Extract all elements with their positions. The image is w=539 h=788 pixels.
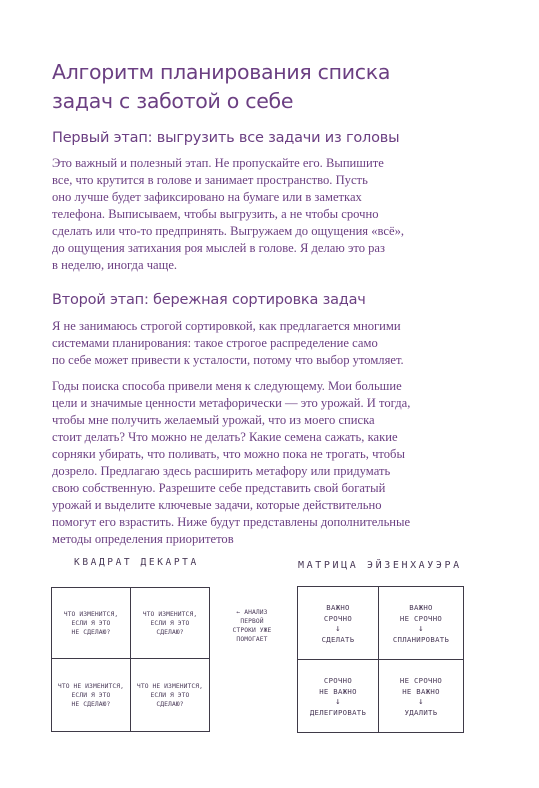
eisenhower-cell-do [297,586,379,660]
cell-text: НЕ СРОЧНО [399,675,443,685]
page-title-line-1: Алгоритм планирования списка [52,60,391,84]
cell-text: ЧТО ИЗМЕНИТСЯ, [142,610,198,618]
text-line: урожай и выделите ключевые задачи, которые действительно [52,498,382,512]
arrow-down-icon: ↓ [335,623,341,634]
cell-text: СДЕЛАЮ? [156,628,184,636]
cell-text: СДЕЛАЮ? [156,700,184,708]
text-line: Я не занимаюсь строгой сортировкой, как предлагается многими [52,319,401,333]
stage2-paragraph-1 [52,318,497,369]
text-line: сорняки убирать, что поливать, что можно пока не трогать, чтобы [52,447,405,461]
cell-text: СРОЧНО [323,675,353,685]
text-line: Годы поиска способа привели меня к следующему. Мои большие [52,379,402,393]
text-line: методы определения приоритетов [52,532,234,546]
note-text: СТРОКИ УЖЕ [232,627,272,634]
cell-text: ЕСЛИ Я ЭТО [150,619,190,627]
cell-text: ЧТО ИЗМЕНИТСЯ, [63,610,119,618]
cell-text: НЕ ВАЖНО [319,686,357,696]
note-text: ПОМОГАЕТ [236,636,268,643]
text-line: дозрело. Предлагаю здесь расширить метафору или придумать [52,464,391,478]
text-line: до ощущения затихания роя мыслей в голове. Я делаю это раз [52,241,385,255]
eisenhower-matrix-title: МАТРИЦА ЭЙЗЕНХАУЭРА [298,560,462,571]
cell-text: ВАЖНО [409,602,433,612]
stage1-paragraph [52,155,497,274]
descartes-cell [51,587,131,659]
eisenhower-cell-delete [378,659,464,733]
eisenhower-cell-delegate [297,659,379,733]
cell-text: ЧТО НЕ ИЗМЕНИТСЯ, [136,682,204,690]
descartes-cell [130,587,210,659]
note-text: ← АНАЛИЗ [236,609,268,616]
text-line: чтобы мне получить желаемый урожай, что из моего списка [52,413,375,427]
cell-action: СДЕЛАТЬ [321,634,355,644]
descartes-note [222,608,282,644]
cell-text: ВАЖНО [326,602,350,612]
descartes-cell [130,658,210,732]
text-line: помогут его взрастить. Ниже будут представлены дополнительные [52,515,411,529]
cell-text: ЕСЛИ Я ЭТО [71,691,111,699]
cell-action: СПЛАНИРОВАТЬ [392,634,450,644]
text-line: по себе может привести к усталости, потому что выбор утомляет. [52,353,404,367]
cell-text: НЕ СДЕЛАЮ? [71,628,111,636]
eisenhower-cell-plan [378,586,464,660]
arrow-down-icon: ↓ [418,623,424,634]
text-line: телефона. Выписываем, чтобы выгрузить, а не чтобы срочно [52,207,379,221]
cell-text: НЕ СРОЧНО [399,613,443,623]
cell-text: СРОЧНО [323,613,353,623]
cell-text: НЕ СДЕЛАЮ? [71,700,111,708]
descartes-cell [51,658,131,732]
text-line: системами планирования: такое строгое распределение само [52,336,378,350]
cell-action: УДАЛИТЬ [404,707,438,717]
note-text: ПЕРВОЙ [240,618,264,625]
arrow-down-icon: ↓ [335,696,341,707]
page-title-line-2: задач с заботой о себе [52,89,294,113]
cell-text: ЕСЛИ Я ЭТО [71,619,111,627]
page-title [52,58,492,116]
text-line: оно лучше будет зафиксировано на бумаге или в заметках [52,190,362,204]
text-line: сделать или что-то предпринять. Выгружаем до ощущения «всё», [52,224,405,238]
text-line: Это важный и полезный этап. Не пропускайте его. Выпишите [52,156,384,170]
cell-text: НЕ ВАЖНО [402,686,440,696]
text-line: стоит делать? Что можно не делать? Какие семена сажать, какие [52,430,398,444]
stage1-heading: Первый этап: выгрузить все задачи из головы [52,130,400,146]
text-line: в неделю, иногда чаще. [52,258,178,272]
cell-text: ЕСЛИ Я ЭТО [150,691,190,699]
stage2-heading: Второй этап: бережная сортировка задач [52,292,366,308]
text-line: все, что крутится в голове и занимает пространство. Пусть [52,173,368,187]
text-line: свою собственную. Разрешите себе представить свой богатый [52,481,386,495]
cell-action: ДЕЛЕГИРОВАТЬ [309,707,367,717]
arrow-down-icon: ↓ [418,696,424,707]
descartes-square-title: КВАДРАТ ДЕКАРТА [74,557,199,568]
cell-text: ЧТО НЕ ИЗМЕНИТСЯ, [57,682,125,690]
text-line: цели и значимые ценности метафорически — это урожай. И тогда, [52,396,411,410]
stage2-paragraph-2 [52,378,497,548]
